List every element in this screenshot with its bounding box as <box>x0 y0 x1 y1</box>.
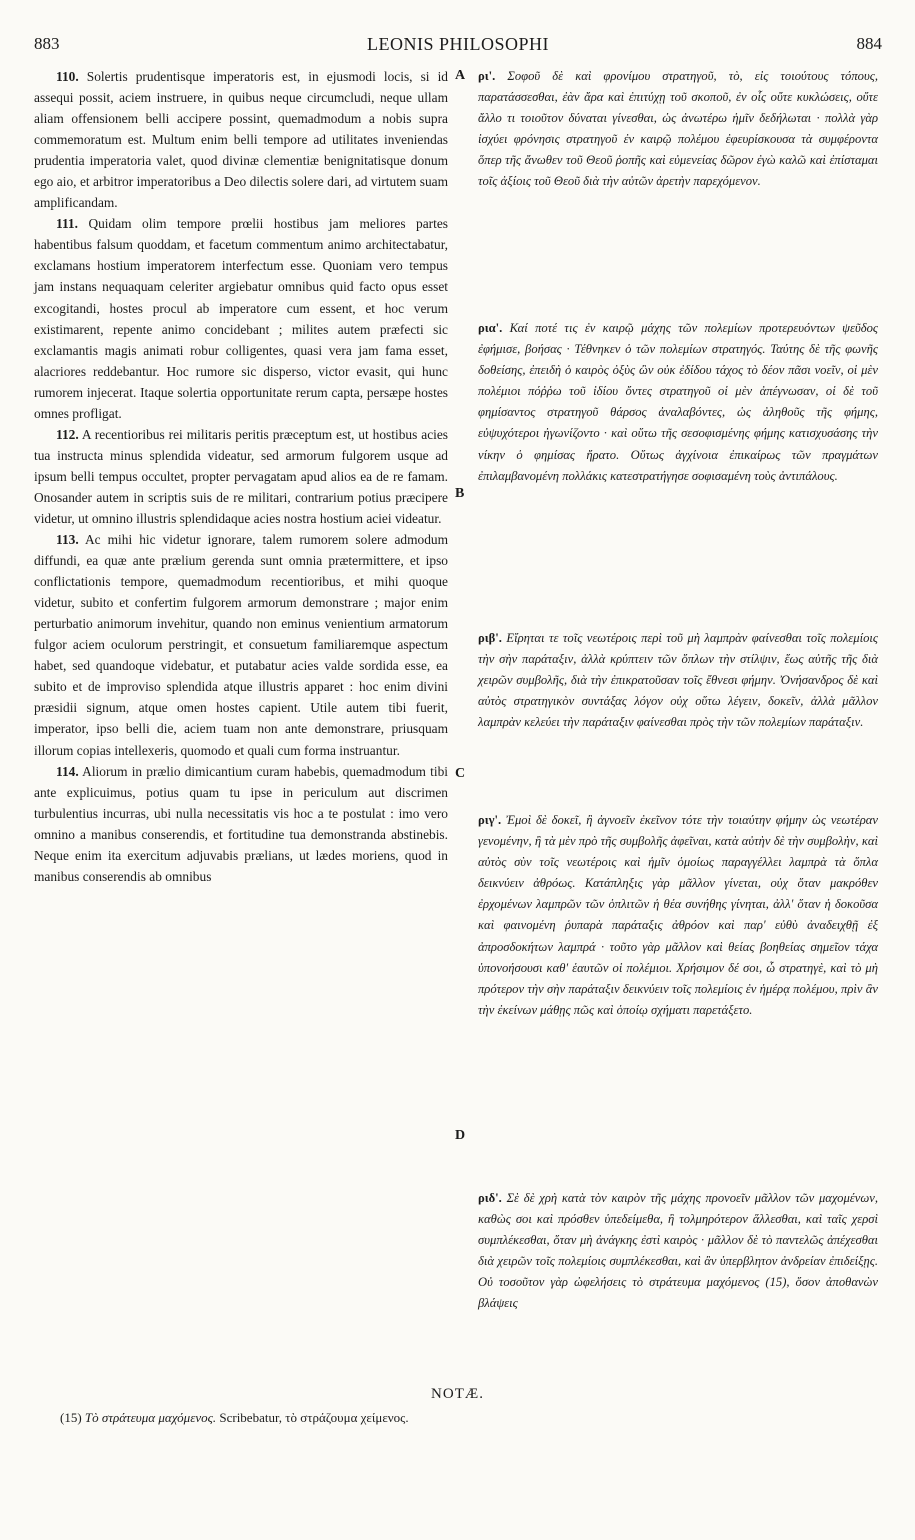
section-number: 114. <box>56 763 79 779</box>
section-number: ρι'. <box>478 69 496 83</box>
paragraph-text: Εἴρηται τε τοῖς νεωτέροις περὶ τοῦ μὴ λαμπρὰν φαίνεσθαι τοῖς πολεμίοις τὴν σὴν παράταξιν, ἀλλὰ κρύπτειν τῶν ὅπλων τὴν στίλψιν, ἕως αὐτῆς τῆς διὰ χειρῶν συμβολῆς, διὰ τὴν ἐπικρατοῦσαν τοῖς ἔθνεσι φήμην. Ὀνήσανδρος δὲ καὶ αὐτὸς στρατηγικὸν συντάξας λόγον οὐχ οὕτω λέγειν, δοκεῖν, ἀλλὰ μᾶλλον λαμπρὰν κελεύει τὴν παράταξιν φαίνεσθαι πρὸς τὴν τῶν πολεμίων παράταξιν. <box>478 631 879 730</box>
latin-column <box>34 66 448 887</box>
paragraph-text: A recentioribus rei militaris peritis præceptum est, ut hostibus acies tua instructa minus splendida videatur, sed armorum fulgorem usque ad ipsum belli tempus occultet, propter pervagatam apud alios ea de re famam. Onosander autem in scriptis suis de re militari, contrarium potius præcipere videtur, ut omnino illustris splendidaque acies nostra hostium aciei videatur. <box>34 426 449 526</box>
section-number: ριβ'. <box>478 631 502 645</box>
footnote <box>60 1410 880 1426</box>
latin-paragraph-112 <box>34 424 448 529</box>
section-number: 112. <box>56 426 79 442</box>
paragraph-text: Σοφοῦ δὲ καὶ φρονίμου στρατηγοῦ, τὸ, εἰς τοιούτους τόπους, παρατάσσεσθαι, ἐὰν ἄρα καὶ ἐπιτύχῃ τοῦ σκοποῦ, ἐν οἷς οὔτε κυκλώσεις, οὔτε ἄλλο τι τοιοῦτον δύναται γίνεσθαι, ὡς ἀνωτέρω ἡμῖν δεδήλωται · πολλὰ γὰρ ἰσχύει φρόνησις στρατηγοῦ ἐν καιρῷ πολέμου ἐφευρίσκουσα τὰ συμφέροντα ὅπερ τῆς ἄνωθεν τοῦ Θεοῦ ῥοπῆς καὶ εὐμενείας δῶρον ἐγὼ καλῶ καὶ ἐπίσταμαι τοῖς ἀξίοις τοῦ Θεοῦ διὰ τὴν αὐτῶν ἀρετὴν παρεχόμενον. <box>478 69 878 189</box>
running-title: LEONIS PHILOSOPHI <box>366 34 549 54</box>
section-number: ριδ'. <box>478 1191 502 1205</box>
page-number-right: 884 <box>856 34 882 53</box>
greek-paragraph-114 <box>478 1188 878 1315</box>
latin-paragraph-113 <box>34 529 448 761</box>
paragraph-text: Καί ποτέ τις ἐν καιρῷ μάχης τῶν πολεμίων προτερευόντων ψεῦδος ἐφήμισε, βοήσας · Τέθνηκεν ὁ τῶν πολεμίων στρατηγός. Ταύτης δὲ τῆς φωνῆς δοθείσης, ἐπειδὴ ὁ καιρὸς ὀξὺς ὢν οὐκ ἐδίδου τάχος τὸ δέον πᾶσι νοεῖν, οἱ μὲν πολέμιοι πόῤῥω τοῦ ἰδίου ὄντες στρατηγοῦ οἱ μὲν ἀπέγνωσαν, οἱ δὲ τοῦ φημίσαντος στρατηγοῦ θάρσος ἀναλαβόντες, ὡς ἀληθοῦς τῆς φήμης, εὐψυχότεροι ἠγωνίζοντο · καὶ οὕτω τῆς σεσοφισμένης φήμης κατισχυσάσης τὴν νίκην ὁ φημίσας ἤρατο. Οὕτως ἀγχίνοια ἐπικαίρως τῶν πραγμάτων ἐπιλαμβανομένη πολλάκις κατεστρατήγησε σοφισαμένη τοὺς ἀντιπάλους. <box>478 321 878 483</box>
paragraph-text: Quidam olim tempore prœlii hostibus jam meliores partes habentibus falsum quoddam, et facetum commentum animo architectabatur, exclamans hostium imperatorem interfectum esse. Quoniam vero tempus jam instans nequaquam celeriter argiebatur omnibus quid facto opus esset excogitandi, hostes procul ab imperatore cum essent, et hoc verum existimarent, repente animo concidebant ; milites autem præfecti sic exclamantis magis animati robur colligentes, quasi vera jam fama esset, alacriores reddebantur. Hoc rumore sic disperso, victor evasit, qui hunc rumorem injecerat. Itaque solertia opportunitate rerum capta, persæpe hostes omnes profligat. <box>34 216 448 421</box>
paragraph-text: Solertis prudentisque imperatoris est, in ejusmodi locis, si id assequi possit, aciem instruere, in quibus neque circumcludi, neque ullam aliam offensionem belli accipere possint, quemadmodum a nobis supra commemoratum est. Multum enim belli tempore ad utilitates inveniendas prudentia imperatoria valet, quod divinæ clementiæ benignitatisque donum ego aio, et arbitror imperatoribus a Deo dilectis solere dari, ad virtutem suam amplificandam. <box>34 69 448 211</box>
section-number: 111. <box>56 216 78 232</box>
running-header <box>34 34 882 58</box>
margin-mark-b: B <box>455 486 465 501</box>
greek-paragraph-113 <box>478 810 878 1021</box>
section-number: 113. <box>56 532 79 548</box>
paragraph-text: Σὲ δὲ χρὴ κατὰ τὸν καιρὸν τῆς μάχης προνοεῖν μᾶλλον τῶν μαχομένων, καθὼς σοι καὶ πρόσθεν ὑπεδείμεθα, ἢ τολμηρότερον ἅλλεσθαι, καὶ ταῖς χερσὶ συμπλέκεσθαι, ὅταν μὴ ἀνάγκης ἐστὶ καιρὸς · μᾶλλον δὲ τὸ παντελῶς ἀπέχεσθαι διὰ χειρῶν τοῖς πολεμίοις συμπλέκεσθαι, καὶ ἂν ὑπερβλητον ἀνδρείαν ἐπιδείξῃς. Οὐ τοσοῦτον γὰρ ὠφελήσεις τὸ στράτευμα μαχόμενος (15), ὅσον ἀποθανὼν βλάψεις <box>478 1191 878 1311</box>
footnote-text: Scribebatur, τὸ στράζουμα χείμενος. <box>219 1410 409 1425</box>
footnote-quote: Τὸ στράτευμα μαχόμενος. <box>84 1410 217 1425</box>
latin-paragraph-111 <box>34 213 448 423</box>
paragraph-text: Aliorum in prælio dimicantium curam habebis, quemadmodum tibi ante explicuimus, potius quam tu ipse in periculum aut discrimen turbulentius incurras, ubi nulla necessitatis vis hoc a te postulat : imo vero omnino a manibus conserendis, et fortitudine tua demonstranda abstinebis. Neque enim ita exercitum adjuvabis prælians, ut lædes moriens, quod in manibus conserendis ab omnibus <box>34 763 448 884</box>
notes-title: NOTÆ. <box>431 1386 484 1402</box>
page-number-left: 883 <box>34 34 60 53</box>
section-number: ρια'. <box>478 321 503 335</box>
section-number: 110. <box>56 69 79 84</box>
greek-paragraph-112 <box>478 628 878 733</box>
paragraph-text: Ac mihi hic videtur ignorare, talem rumorem solere admodum diffundi, ea quæ ante prælium gerenda sunt omnia prætermittere, et ipso conflictationis tempore, quemadmodum recentioribus, et mihi quoque videtur, subito et confertim fulgorem armorum demonstrare ; major enim perturbatio animorum invehitur, quando non eminus venientium armatorum fulgor aciem oculorum perstringit, et consuetum familiaremque aspectum habet, sed quandoque videbatur, et putabatur acies valde sordida esse, ea subito et de improviso splendida atque illustris apparet : hoc enim divini præsidii signum, atque omen hostes capient. Utile autem tibi fuerit, imperator, ipso belli die, aciem tuam non ante demonstrare, priusquam illorum copias intellexeris, quomodo et quali cum forma instruantur. <box>34 532 448 758</box>
greek-paragraph-110 <box>478 66 878 193</box>
margin-mark-a: A <box>455 68 466 83</box>
latin-paragraph-114 <box>34 761 448 887</box>
margin-mark-c: C <box>455 766 466 781</box>
margin-mark-d: D <box>455 1128 466 1143</box>
paragraph-text: Ἐμοὶ δὲ δοκεῖ, ἢ ἀγνοεῖν ἐκεῖνον τότε τὴν τοιαύτην φήμην ὡς νεωτέραν γενομένην, ἢ τὰ μὲν πρὸ τῆς συμβολῆς ἀφεῖναι, κατὰ αὐτὴν δὲ τὴν συμβολὴν, καὶ αὐτὸς σὺν τοῖς νεωτέροις καὶ ἡμῖν ὁμοίως παραγγέλλει λαμπρὰ τὰ ὅπλα δεικνύειν ἀθρόως. Κατάπληξις γὰρ μᾶλλον γίνεται, οὐχ ὅταν μακρόθεν ἐρχομένων λαμπρῶν τῶν ὁπλιτῶν ἡ θέα συνήθης γίνηται, ἀλλ' ὅταν ἡ δοκοῦσα καὶ φαινομένη ῥυπαρὰ παράταξις ἀθρόον καὶ παρ' εὐθὺ ἀναδειχθῇ ἐξ ἀπροσδοκήτων λαμπρά · τοῦτο γὰρ μᾶλλον καὶ θείας βοηθείας σημεῖον τάχα ὑπονοήσουσι καθ' ἑαυτῶν οἱ πολέμιοι. Χρήσιμον δέ σοι, ὦ στρατηγὲ, καὶ τὸ μὴ πρότερον τὴν σὴν παράταξιν δεικνύειν τοῖς πολεμίοις ἐν ἡμέρᾳ πολέμου, πρὶν ἂν τὴν ἐκείνων μάθῃς πῶς καὶ ὁποίῳ σχήματι παρετάξετο. <box>478 813 878 1017</box>
greek-paragraph-111 <box>478 318 878 487</box>
section-number: ριγ'. <box>478 813 502 827</box>
footnote-number: (15) <box>60 1410 82 1425</box>
latin-paragraph-110 <box>34 66 448 213</box>
